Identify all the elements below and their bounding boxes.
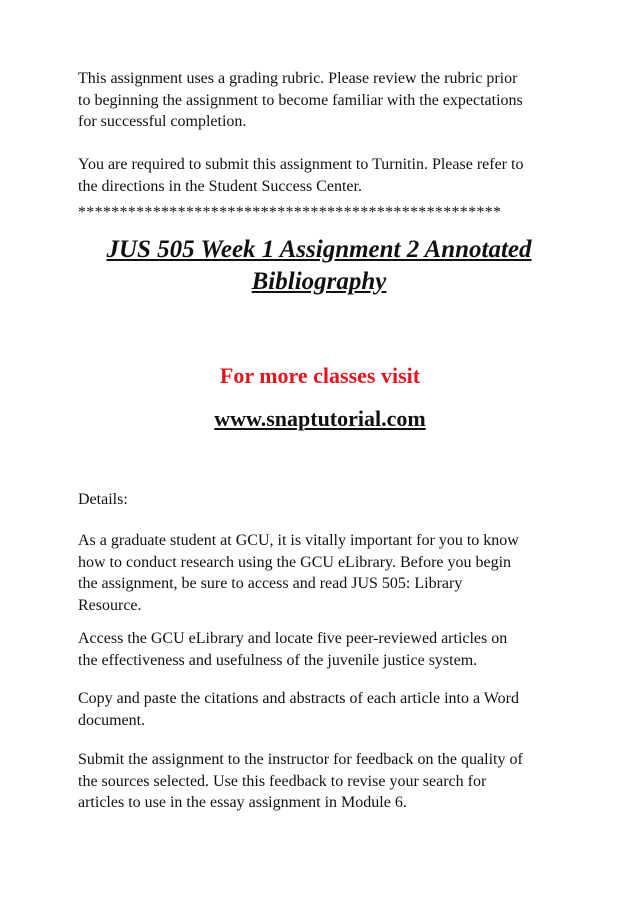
details-p1-line-2: how to conduct research using the GCU eLibrary. Before you begin xyxy=(78,553,512,571)
details-p2-line-1: Access the GCU eLibrary and locate five peer-reviewed articles on xyxy=(78,630,508,647)
turnitin-line-1: You are required to submit this assignment to Turnitin. Please refer to xyxy=(78,156,524,173)
turnitin-line-2: the directions in the Student Success Center. xyxy=(78,177,362,195)
promo-visit-text: For more classes visit xyxy=(219,363,421,388)
rubric-line-1: This assignment uses a grading rubric. Please review the rubric prior xyxy=(78,70,518,87)
rubric-paragraph xyxy=(78,68,578,133)
details-p2-line-2: the effectiveness and usefulness of the juvenile justice system. xyxy=(78,651,478,669)
title-line-1: JUS 505 Week 1 Assignment 2 Annotated xyxy=(106,236,532,263)
details-p1-line-3: the assignment, be sure to access and read JUS 505: Library xyxy=(78,575,463,592)
asterisk-separator: *************************************************** xyxy=(78,204,502,221)
details-p3-line-1: Copy and paste the citations and abstracts of each article into a Word xyxy=(78,690,519,707)
details-p1-line-1: As a graduate student at GCU, it is vitally important for you to know xyxy=(78,532,519,549)
details-heading: Details: xyxy=(78,491,128,508)
details-p4-line-3: articles to use in the essay assignment in Module 6. xyxy=(78,794,407,811)
details-paragraph-2 xyxy=(78,628,578,671)
promo-url-link[interactable]: www.snaptutorial.com xyxy=(214,406,426,431)
turnitin-paragraph xyxy=(78,154,578,197)
assignment-title xyxy=(60,234,578,298)
details-paragraph-3 xyxy=(78,688,578,731)
details-p1-line-4: Resource. xyxy=(78,596,142,614)
details-p4-line-2: the sources selected. Use this feedback to revise your search for xyxy=(78,772,487,790)
details-paragraph-1 xyxy=(78,530,578,616)
details-p4-line-1: Submit the assignment to the instructor for feedback on the quality of xyxy=(78,751,523,768)
details-p3-line-2: document. xyxy=(78,711,146,729)
rubric-line-3: for successful completion. xyxy=(78,113,247,130)
title-line-2: Bibliography xyxy=(251,268,387,295)
rubric-line-2: to beginning the assignment to become familiar with the expectations xyxy=(78,91,523,109)
details-paragraph-4 xyxy=(78,749,578,814)
